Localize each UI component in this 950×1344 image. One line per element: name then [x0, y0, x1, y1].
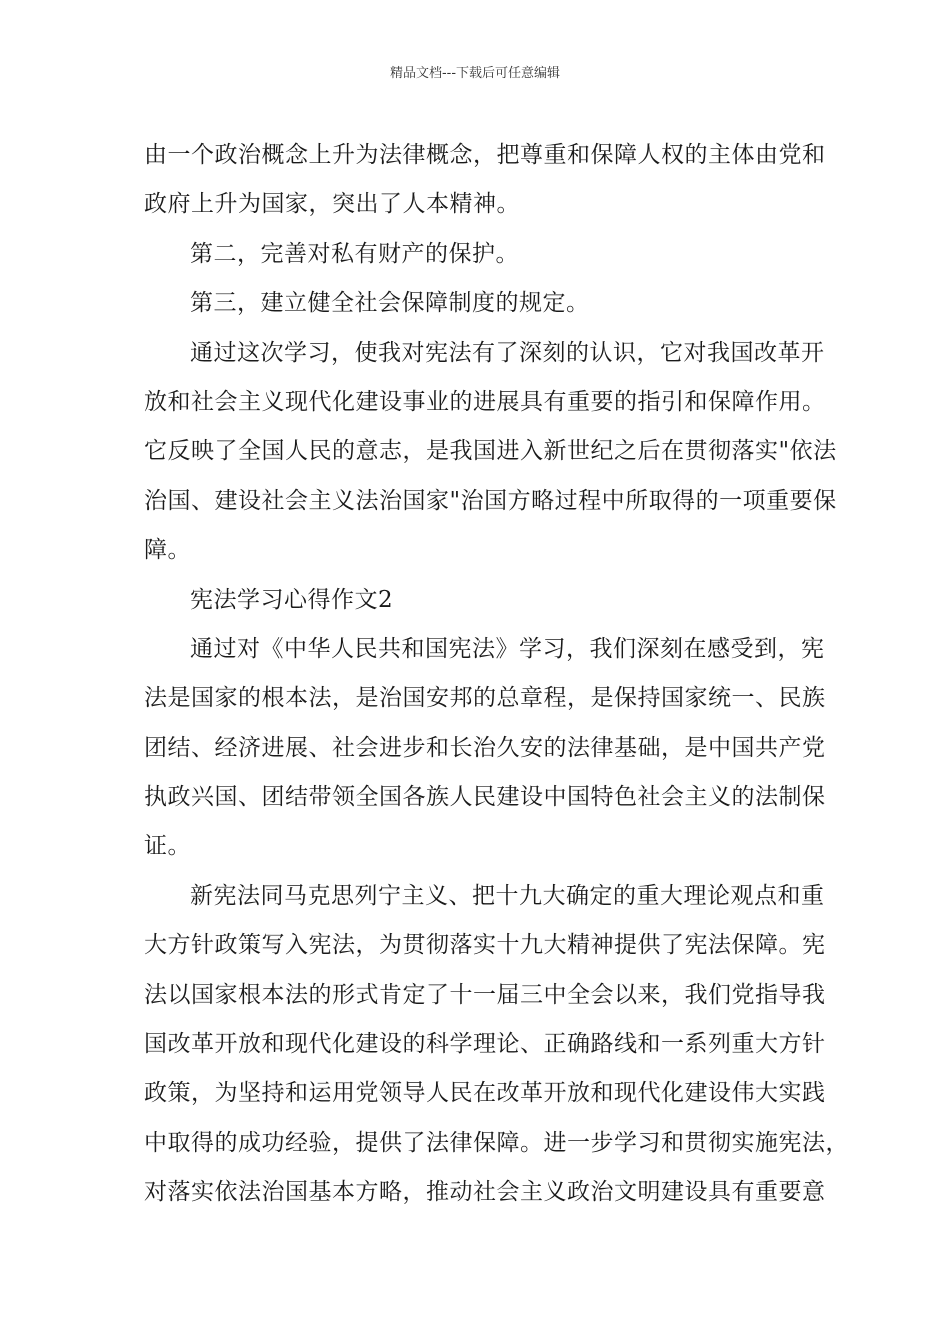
text-line: 障。 [144, 537, 191, 564]
text-line: 通过这次学习，使我对宪法有了深刻的认识，它对我国改革开 [190, 339, 825, 366]
text-line: 中取得的成功经验，提供了法律保障。进一步学习和贯彻实施宪法， [144, 1129, 849, 1156]
text-line: 由一个政治概念上升为法律概念，把尊重和保障人权的主体由党和 [144, 142, 826, 168]
text-line: 政府上升为国家，突出了人本精神。 [144, 191, 520, 218]
text-line: 通过对《中华人民共和国宪法》学习，我们深刻在感受到，宪 [190, 635, 825, 662]
text-line: 国改革开放和现代化建设的科学理论、正确路线和一系列重大方针 [144, 1031, 826, 1058]
text-line: 大方针政策写入宪法，为贯彻落实十九大精神提供了宪法保障。宪 [144, 932, 826, 959]
text-line: 宪法学习心得作文2 [190, 586, 394, 613]
text-line: 团结、经济进展、社会进步和长治久安的法律基础，是中国共产党 [144, 734, 826, 761]
text-line: 第二，完善对私有财产的保护。 [190, 240, 519, 267]
text-line: 它反映了全国人民的意志，是我国进入新世纪之后在贯彻落实"依法 [144, 438, 837, 465]
text-line: 法是国家的根本法，是治国安邦的总章程，是保持国家统一、民族 [144, 685, 826, 712]
text-line: 证。 [144, 833, 191, 860]
text-line: 治国、建设社会主义法治国家"治国方略过程中所取得的一项重要保 [144, 487, 837, 514]
text-line: 对落实依法治国基本方略，推动社会主义政治文明建设具有重要意 [144, 1179, 826, 1206]
text-line: 政策，为坚持和运用党领导人民在改革开放和现代化建设伟大实践 [144, 1080, 826, 1107]
page-header: 精品文档---下载后可任意编辑 [389, 66, 561, 81]
text-line: 放和社会主义现代化建设事业的进展具有重要的指引和保障作用。 [144, 388, 826, 415]
text-line: 新宪法同马克思列宁主义、把十九大确定的重大理论观点和重 [190, 882, 825, 909]
document-body [144, 131, 849, 1218]
text-line: 执政兴国、团结带领全国各族人民建设中国特色社会主义的法制保 [144, 784, 826, 811]
text-line: 法以国家根本法的形式肯定了十一届三中全会以来，我们党指导我 [144, 981, 826, 1008]
text-line: 第三，建立健全社会保障制度的规定。 [190, 290, 590, 317]
